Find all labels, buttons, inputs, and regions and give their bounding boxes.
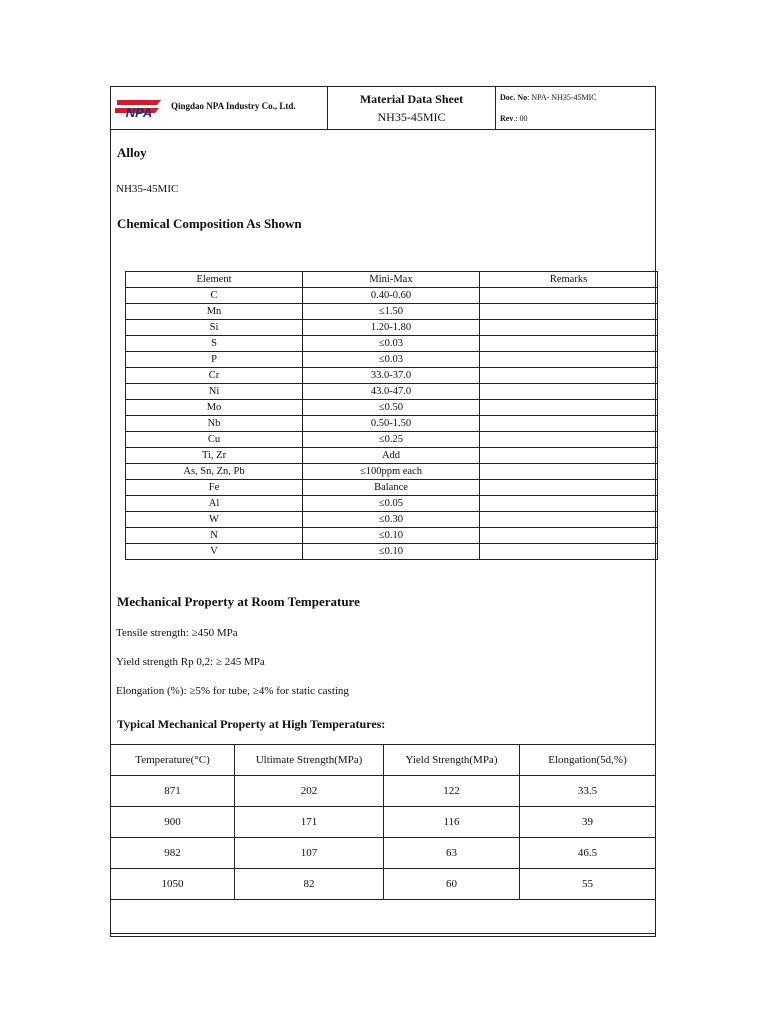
ultimate-cell: 202 [235, 776, 384, 807]
mechanical-high-heading: Typical Mechanical Property at High Temperatures: [117, 717, 386, 731]
table-row [126, 336, 658, 352]
elongation: Elongation (%): ≥5% for tube, ≥4% for static casting [116, 685, 349, 697]
company-cell [111, 87, 328, 129]
ultimate-cell: 82 [235, 869, 384, 900]
element-cell: Cr [126, 368, 303, 384]
range-cell: ≤0.50 [303, 400, 480, 416]
empty-cell [111, 900, 656, 934]
remarks-cell [480, 512, 658, 528]
doc-number-value: : NPA- NH35-45MIC [527, 93, 597, 102]
column-header: Yield Strength(MPa) [384, 745, 520, 776]
remarks-cell [480, 416, 658, 432]
table-row [126, 368, 658, 384]
range-cell: ≤0.03 [303, 352, 480, 368]
range-cell: 33.0-37.0 [303, 368, 480, 384]
column-header: Element [126, 272, 303, 288]
element-cell: Nb [126, 416, 303, 432]
remarks-cell [480, 384, 658, 400]
title-cell [328, 87, 496, 129]
range-cell: ≤1.50 [303, 304, 480, 320]
table-row [111, 807, 656, 838]
remarks-cell [480, 480, 658, 496]
remarks-cell [480, 368, 658, 384]
element-cell: C [126, 288, 303, 304]
table-row [126, 544, 658, 560]
high-temperature-table [110, 744, 656, 934]
element-cell: As, Sn, Zn, Pb [126, 464, 303, 480]
remarks-cell [480, 448, 658, 464]
table-header-row [126, 272, 658, 288]
doc-number [500, 93, 655, 102]
element-cell: Si [126, 320, 303, 336]
chemical-composition-table [125, 271, 658, 560]
ultimate-cell: 107 [235, 838, 384, 869]
table-row [126, 304, 658, 320]
table-row [126, 416, 658, 432]
range-cell: 1.20-1.80 [303, 320, 480, 336]
remarks-cell [480, 496, 658, 512]
remarks-cell [480, 432, 658, 448]
remarks-cell [480, 464, 658, 480]
table-row [126, 480, 658, 496]
alloy-value: NH35-45MIC [116, 183, 179, 195]
document-header [111, 87, 655, 130]
range-cell: 43.0-47.0 [303, 384, 480, 400]
column-header: Temperature(°C) [111, 745, 235, 776]
element-cell: Mn [126, 304, 303, 320]
company-name: Qingdao NPA Industry Co., Ltd. [171, 101, 296, 111]
range-cell: Balance [303, 480, 480, 496]
range-cell: 0.40-0.60 [303, 288, 480, 304]
chemical-heading: Chemical Composition As Shown [117, 216, 302, 231]
range-cell: ≤0.03 [303, 336, 480, 352]
yield-cell: 116 [384, 807, 520, 838]
element-cell: P [126, 352, 303, 368]
temperature-cell: 982 [111, 838, 235, 869]
remarks-cell [480, 400, 658, 416]
temperature-cell: 1050 [111, 869, 235, 900]
mechanical-room-heading: Mechanical Property at Room Temperature [117, 594, 360, 609]
element-cell: Cu [126, 432, 303, 448]
temperature-cell: 900 [111, 807, 235, 838]
table-row [126, 432, 658, 448]
range-cell: ≤0.10 [303, 528, 480, 544]
elongation-cell: 46.5 [520, 838, 656, 869]
element-cell: Ni [126, 384, 303, 400]
table-row [126, 352, 658, 368]
table-row [111, 776, 656, 807]
document-title: Material Data Sheet [359, 92, 464, 106]
table-row [111, 838, 656, 869]
material-data-sheet [110, 86, 656, 937]
element-cell: W [126, 512, 303, 528]
remarks-cell [480, 288, 658, 304]
yield-strength: Yield strength Rp 0,2: ≥ 245 MPa [116, 656, 265, 668]
yield-cell: 60 [384, 869, 520, 900]
range-cell: ≤0.05 [303, 496, 480, 512]
alloy-heading: Alloy [117, 145, 147, 160]
remarks-cell [480, 352, 658, 368]
table-row [126, 384, 658, 400]
element-cell: V [126, 544, 303, 560]
remarks-cell [480, 544, 658, 560]
range-cell: ≤0.30 [303, 512, 480, 528]
table-row [126, 464, 658, 480]
range-cell: Add [303, 448, 480, 464]
remarks-cell [480, 528, 658, 544]
document-subtitle: NH35-45MIC [377, 110, 446, 124]
column-header: Elongation(5d,%) [520, 745, 656, 776]
element-cell: Al [126, 496, 303, 512]
temperature-cell: 871 [111, 776, 235, 807]
ultimate-cell: 171 [235, 807, 384, 838]
element-cell: S [126, 336, 303, 352]
table-row [126, 496, 658, 512]
table-row [111, 869, 656, 900]
npa-logo [115, 96, 163, 120]
remarks-cell [480, 304, 658, 320]
element-cell: Ti, Zr [126, 448, 303, 464]
column-header: Mini-Max [303, 272, 480, 288]
revision-value: .: 00 [513, 114, 528, 123]
doc-number-label: Doc. No [500, 93, 528, 102]
element-cell: N [126, 528, 303, 544]
remarks-cell [480, 336, 658, 352]
table-row [126, 288, 658, 304]
table-row [126, 400, 658, 416]
table-header-row [111, 745, 656, 776]
revision-label: Rev [500, 114, 514, 123]
table-row [126, 528, 658, 544]
range-cell: ≤0.25 [303, 432, 480, 448]
element-cell: Mo [126, 400, 303, 416]
remarks-cell [480, 320, 658, 336]
range-cell: 0.50-1.50 [303, 416, 480, 432]
elongation-cell: 55 [520, 869, 656, 900]
logo-text: NPA [125, 105, 153, 120]
tensile-strength: Tensile strength: ≥450 MPa [116, 627, 238, 639]
range-cell: ≤0.10 [303, 544, 480, 560]
yield-cell: 63 [384, 838, 520, 869]
revision [500, 114, 655, 123]
table-row [126, 320, 658, 336]
elongation-cell: 39 [520, 807, 656, 838]
range-cell: ≤100ppm each [303, 464, 480, 480]
doc-info-cell [496, 87, 655, 129]
empty-row [111, 900, 656, 934]
table-row [126, 448, 658, 464]
element-cell: Fe [126, 480, 303, 496]
elongation-cell: 33.5 [520, 776, 656, 807]
column-header: Remarks [480, 272, 658, 288]
column-header: Ultimate Strength(MPa) [235, 745, 384, 776]
table-row [126, 512, 658, 528]
yield-cell: 122 [384, 776, 520, 807]
